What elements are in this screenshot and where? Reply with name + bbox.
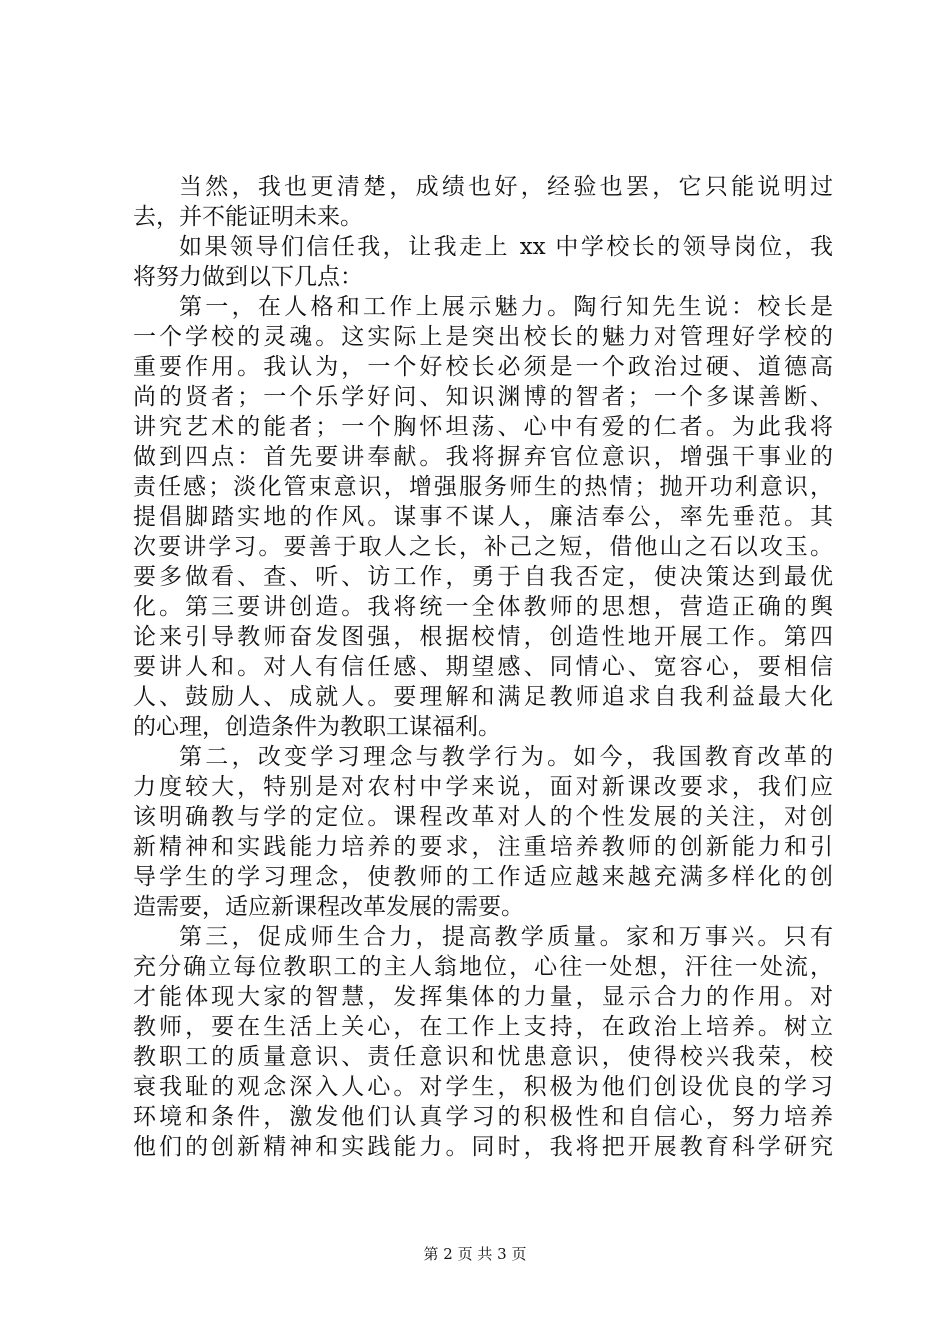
paragraph-line: 教师，要在生活上关心，在工作上支持，在政治上培养。树立: [133, 1014, 833, 1040]
paragraph-line: 教职工的质量意识、责任意识和忧患意识，使得校兴我荣，校: [133, 1044, 833, 1070]
paragraph-line: 要多做看、查、听、访工作，勇于自我否定，使决策达到最优: [133, 564, 833, 590]
paragraph-line: 化。第三要讲创造。我将统一全体教师的思想，营造正确的舆: [133, 594, 833, 620]
paragraph-line: 去，并不能证明未来。: [133, 204, 363, 230]
paragraph-line: 的心理，创造条件为教职工谋福利。: [133, 714, 501, 740]
document-body: [133, 172, 833, 1162]
paragraph-line: 环境和条件，激发他们认真学习的积极性和自信心，努力培养: [133, 1104, 833, 1130]
paragraph-line: 人、鼓励人、成就人。要理解和满足教师追求自我利益最大化: [133, 684, 833, 710]
paragraph-line: 讲究艺术的能者；一个胸怀坦荡、心中有爱的仁者。为此我将: [133, 414, 833, 440]
paragraph-line: 重要作用。我认为，一个好校长必须是一个政治过硬、道德高: [133, 354, 833, 380]
paragraph-line: 责任感；淡化管束意识，增强服务师生的热情；抛开功利意识，: [133, 474, 833, 500]
paragraph-first-line: 如果领导们信任我，让我走上 xx 中学校长的领导岗位，我: [179, 234, 833, 260]
paragraph-line: 该明确教与学的定位。课程改革对人的个性发展的关注，对创: [133, 804, 833, 830]
paragraph-line: 提倡脚踏实地的作风。谋事不谋人，廉洁奉公，率先垂范。其: [133, 504, 833, 530]
paragraph-line: 尚的贤者；一个乐学好问、知识渊博的智者；一个多谋善断、: [133, 384, 833, 410]
paragraph-line: 论来引导教师奋发图强，根据校情，创造性地开展工作。第四: [133, 624, 833, 650]
paragraph-first-line: 第三，促成师生合力，提高教学质量。家和万事兴。只有: [179, 924, 833, 950]
paragraph-line: 充分确立每位教职工的主人翁地位，心往一处想，汗往一处流，: [133, 954, 833, 980]
paragraph-line: 衰我耻的观念深入人心。对学生，积极为他们创设优良的学习: [133, 1074, 833, 1100]
paragraph-line: 次要讲学习。要善于取人之长，补己之短，借他山之石以攻玉。: [133, 534, 833, 560]
paragraph-first-line: 第一，在人格和工作上展示魅力。陶行知先生说：校长是: [179, 294, 833, 320]
paragraph-line: 将努力做到以下几点：: [133, 264, 363, 290]
paragraph-line: 造需要，适应新课程改革发展的需要。: [133, 894, 524, 920]
paragraph-line: 要讲人和。对人有信任感、期望感、同情心、宽容心，要相信: [133, 654, 833, 680]
paragraph-line: 导学生的学习理念，使教师的工作适应越来越充满多样化的创: [133, 864, 833, 890]
paragraph-line: 一个学校的灵魂。这实际上是突出校长的魅力对管理好学校的: [133, 324, 833, 350]
paragraph-line: 他们的创新精神和实践能力。同时，我将把开展教育科学研究: [133, 1134, 833, 1160]
paragraph-first-line: 第二，改变学习理念与教学行为。如今，我国教育改革的: [179, 744, 833, 770]
paragraph-first-line: 当然，我也更清楚，成绩也好，经验也罢，它只能说明过: [179, 174, 833, 200]
paragraph-line: 才能体现大家的智慧，发挥集体的力量，显示合力的作用。对: [133, 984, 833, 1010]
paragraph-line: 力度较大，特别是对农村中学来说，面对新课改要求，我们应: [133, 774, 833, 800]
paragraph-line: 做到四点：首先要讲奉献。我将摒弃官位意识，增强干事业的: [133, 444, 833, 470]
paragraph-line: 新精神和实践能力培养的要求，注重培养教师的创新能力和引: [133, 834, 833, 860]
page-footer: 第 2 页 共 3 页: [423, 1245, 527, 1263]
